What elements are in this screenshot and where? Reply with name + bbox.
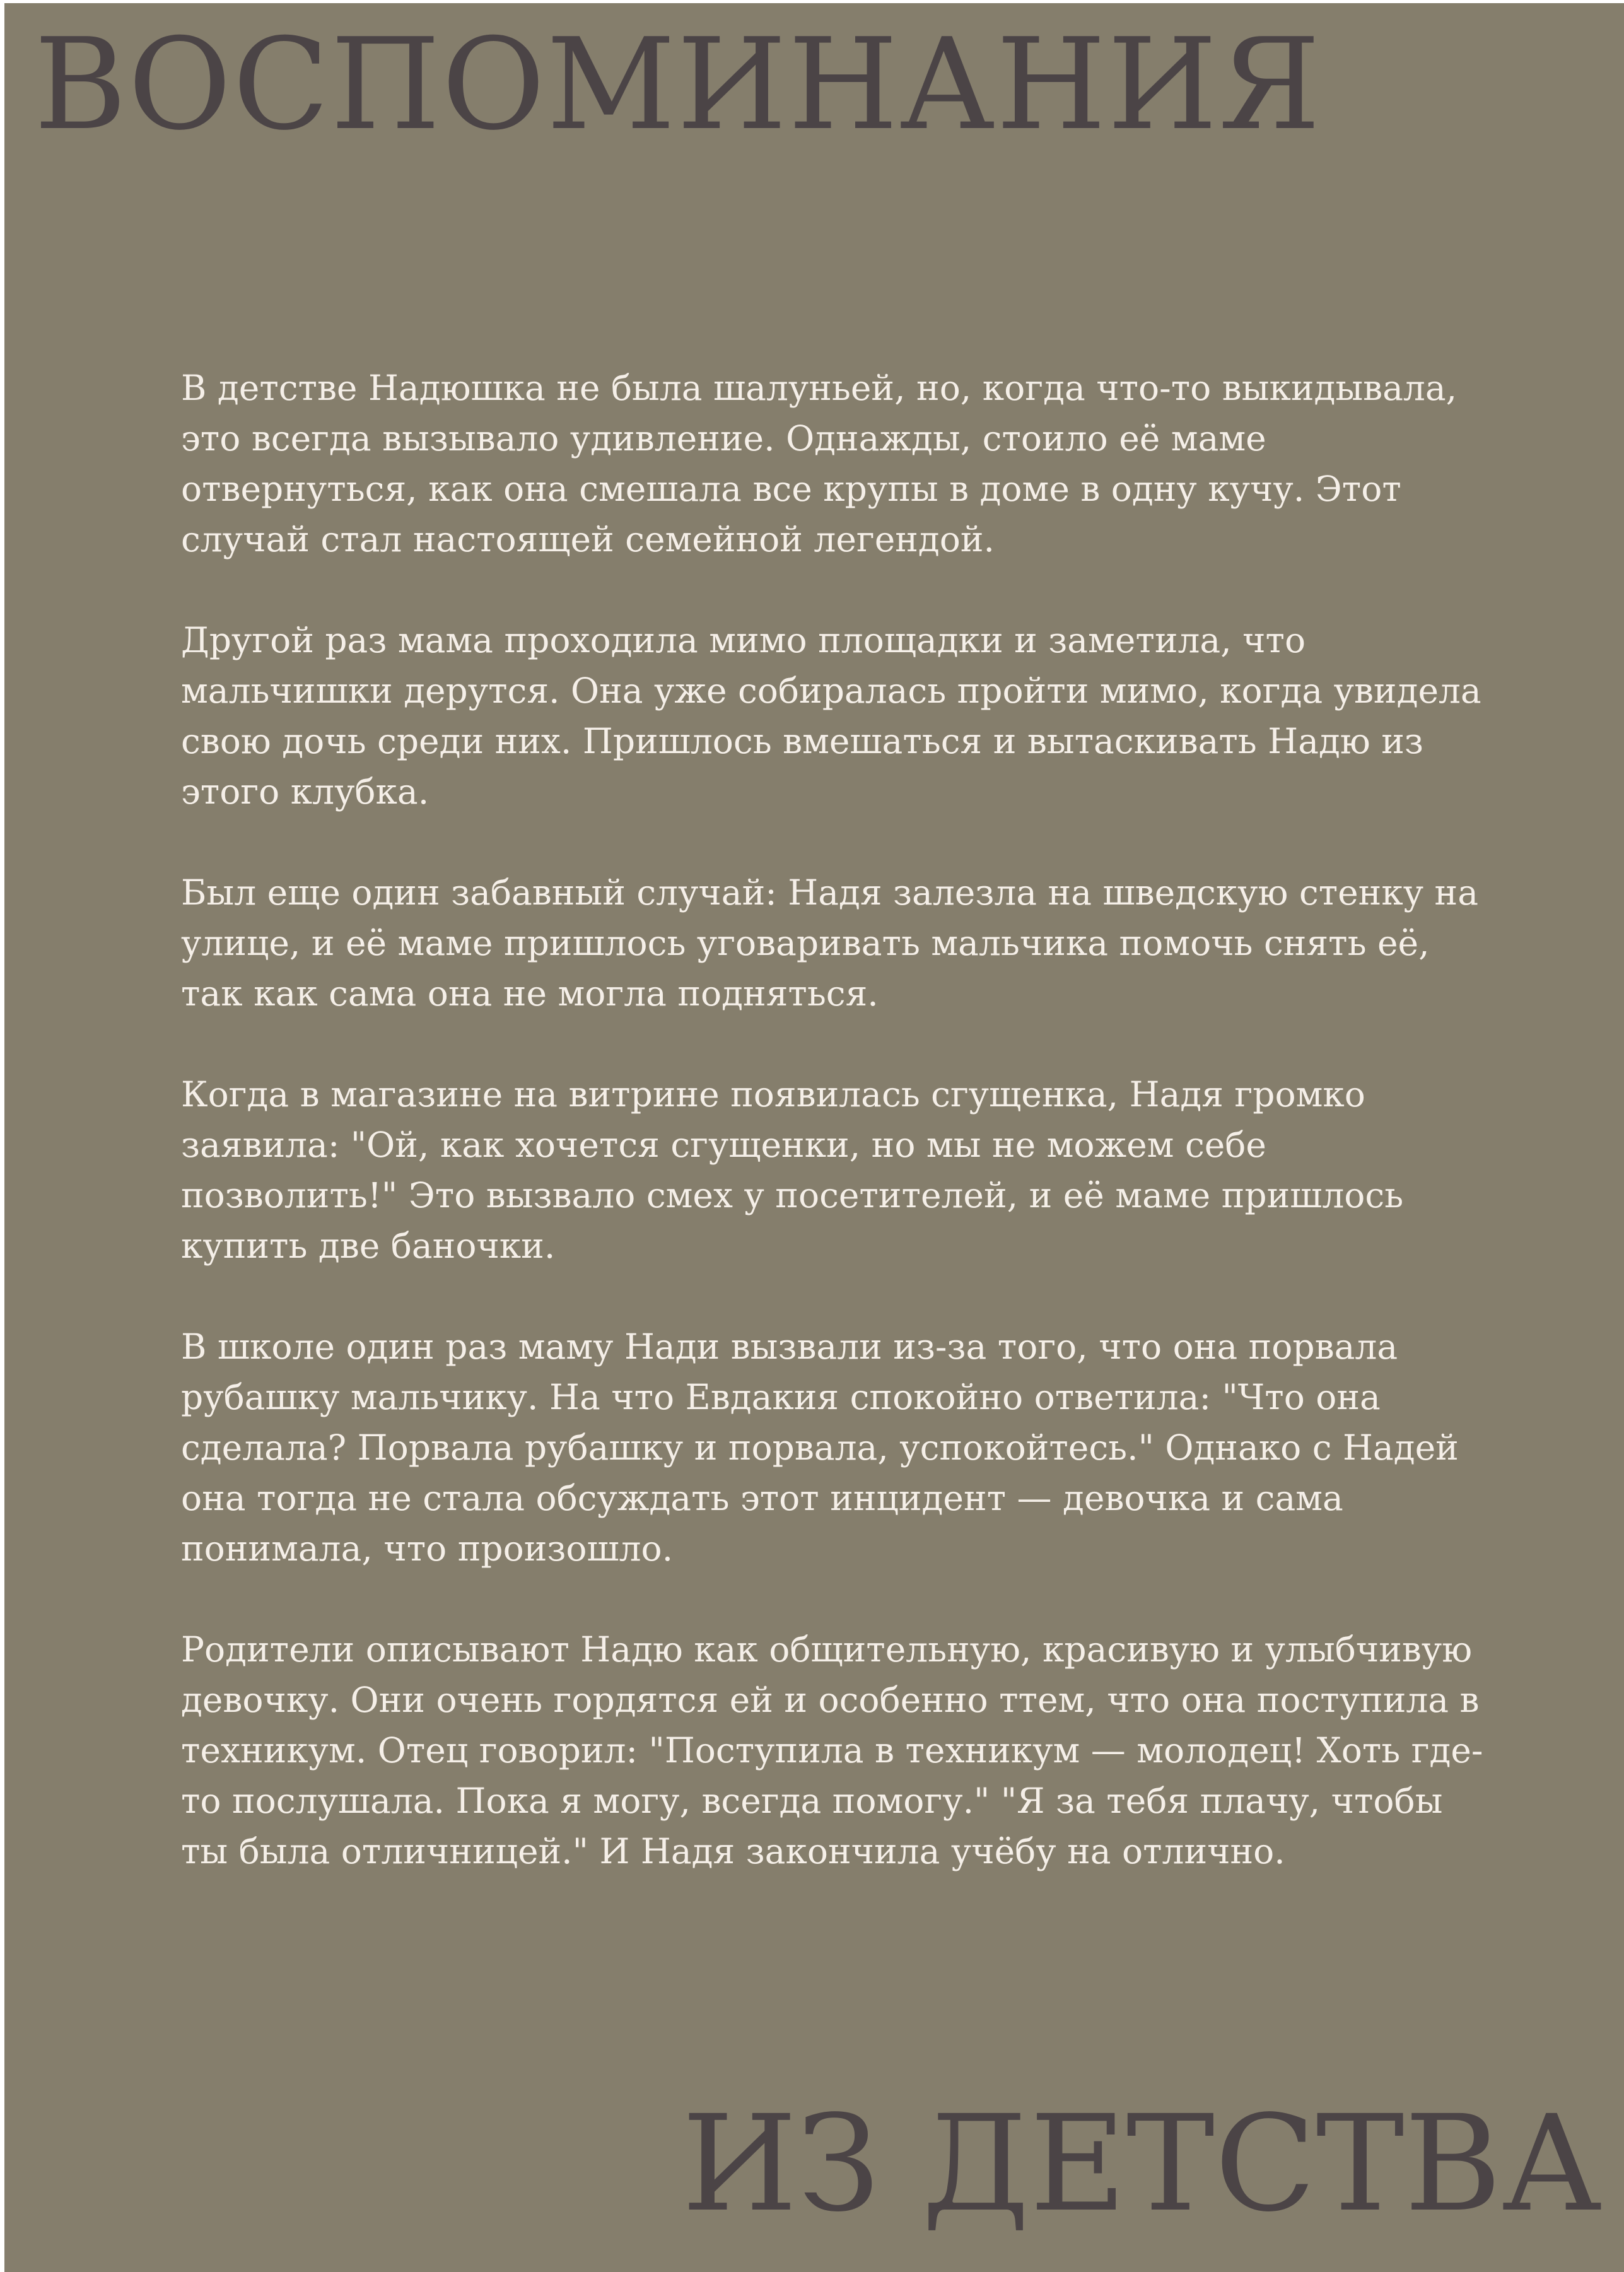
paragraph: Родители описывают Надю как общительную, красивую и улыбчивую девочку. Они очень гордятся ей и особенно ттем, что она поступила в техникум. Отец говорил: "Поступила в техникум — молодец! Хоть где-то послушала. Пока я могу, всегда помогу." "Я за тебя плачу, чтобы ты была отличницей." И Надя закончила учёбу на отлично.	[181, 1629, 1483, 1871]
paragraph: В детстве Надюшка не была шалуньей, но, когда что-то выкидывала, это всегда вызывало удивление. Однажды, стоило её маме отвернуться, как она смешала все крупы в доме в одну кучу. Этот случай стал настоящей семейной легендой.	[181, 368, 1458, 559]
paragraph: В школе один раз маму Нади вызвали из-за того, что она порвала рубашку мальчику. На что Евдакия спокойно ответила: "Что она сделала? Порвала рубашку и порвала, успокойтесь." Однако с Надей она тогда не стала обсуждать этот инцидент — девочка и сама понимала, что произошло.	[181, 1326, 1459, 1569]
paragraph: Другой раз мама проходила мимо площадки и заметила, что мальчишки дерутся. Она уже собиралась пройти мимо, когда увидела свою дочь среди них. Пришлось вмешаться и вытаскивать Надю из этого клубка.	[181, 620, 1481, 812]
paragraph: Когда в магазине на витрине появилась сгущенка, Надя громко заявила: "Ой, как хочется сгущенки, но мы не можем себе позволить!" Это вызвало смех у посетителей, и её маме пришлось купить две баночки.	[181, 1074, 1404, 1266]
title-bottom: ИЗ ДЕТСТВА	[682, 2087, 1602, 2241]
story-text	[181, 363, 1493, 1927]
paragraph: Был еще один забавный случай: Надя залезла на шведскую стенку на улице, и её маме пришлось уговаривать мальчика помочь снять её, так как сама она не могла подняться.	[181, 872, 1478, 1014]
title-top: ВОСПОМИНАНИЯ	[34, 11, 1322, 158]
page	[4, 3, 1624, 2272]
